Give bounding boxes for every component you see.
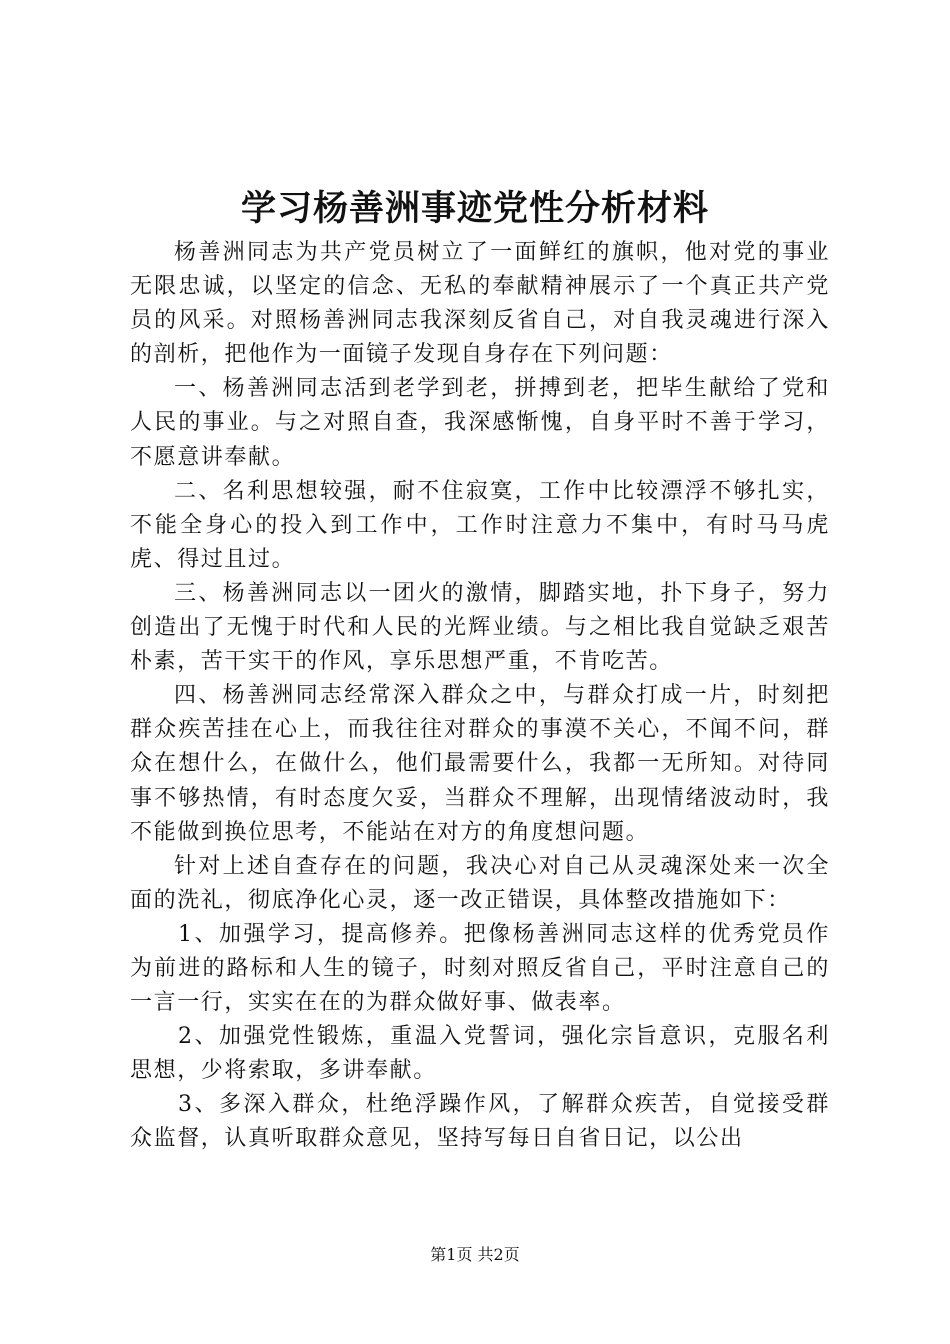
- problem-paragraph-3: 三、杨善洲同志以一团火的激情，脚踏实地，扑下身子，努力创造出了无愧于时代和人民的光辉业绩。与之相比我自觉缺乏艰苦朴素，苦干实干的作风，享乐思想严重，不肯吃苦。: [130, 580, 830, 675]
- page-footer: 第1页 共2页: [430, 1245, 520, 1264]
- problem-paragraph-1: 一、杨善洲同志活到老学到老，拼搏到老，把毕生献给了党和人民的事业。与之对照自查，我深感惭愧，自身平时不善于学习，不愿意讲奉献。: [130, 376, 830, 470]
- measure-paragraph-1: 1、加强学习，提高修养。把像杨善洲同志这样的优秀党员作为前进的路标和人生的镜子，时刻对照反省自己，平时注意自己的一言一行，实实在在的为群众做好事、做表率。: [130, 921, 830, 1016]
- intro-paragraph: 杨善洲同志为共产党员树立了一面鲜红的旗帜，他对党的事业无限忠诚，以坚定的信念、无私的奉献精神展示了一个真正共产党员的风采。对照杨善洲同志我深刻反省自己，对自我灵魂进行深入的剖析，把他作为一面镜子发现自身存在下列问题：: [130, 240, 830, 368]
- document-body: [130, 236, 830, 1157]
- measure-paragraph-3: 3、多深入群众，杜绝浮躁作风，了解群众疾苦，自觉接受群众监督，认真听取群众意见，坚持写每日自省日记，以公出: [130, 1092, 830, 1152]
- measures-intro-paragraph: 针对上述自查存在的问题，我决心对自己从灵魂深处来一次全面的洗礼，彻底净化心灵，逐一改正错误，具体整改措施如下：: [130, 853, 830, 913]
- problem-paragraph-2: 二、名利思想较强，耐不住寂寞，工作中比较漂浮不够扎实，不能全身心的投入到工作中，工作时注意力不集中，有时马马虎虎、得过且过。: [130, 478, 830, 572]
- problem-paragraph-4: 四、杨善洲同志经常深入群众之中，与群众打成一片，时刻把群众疾苦挂在心上，而我往往对群众的事漠不关心，不闻不问，群众在想什么，在做什么，他们最需要什么，我都一无所知。对待同事不够热情，有时态度欠妥，当群众不理解，出现情绪波动时，我不能做到换位思考，不能站在对方的角度想问题。: [130, 683, 830, 845]
- measure-paragraph-2: 2、加强党性锻炼，重温入党誓词，强化宗旨意识，克服名利思想，少将索取，多讲奉献。: [130, 1024, 830, 1084]
- document-title: 学习杨善洲事迹党性分析材料: [240, 188, 709, 229]
